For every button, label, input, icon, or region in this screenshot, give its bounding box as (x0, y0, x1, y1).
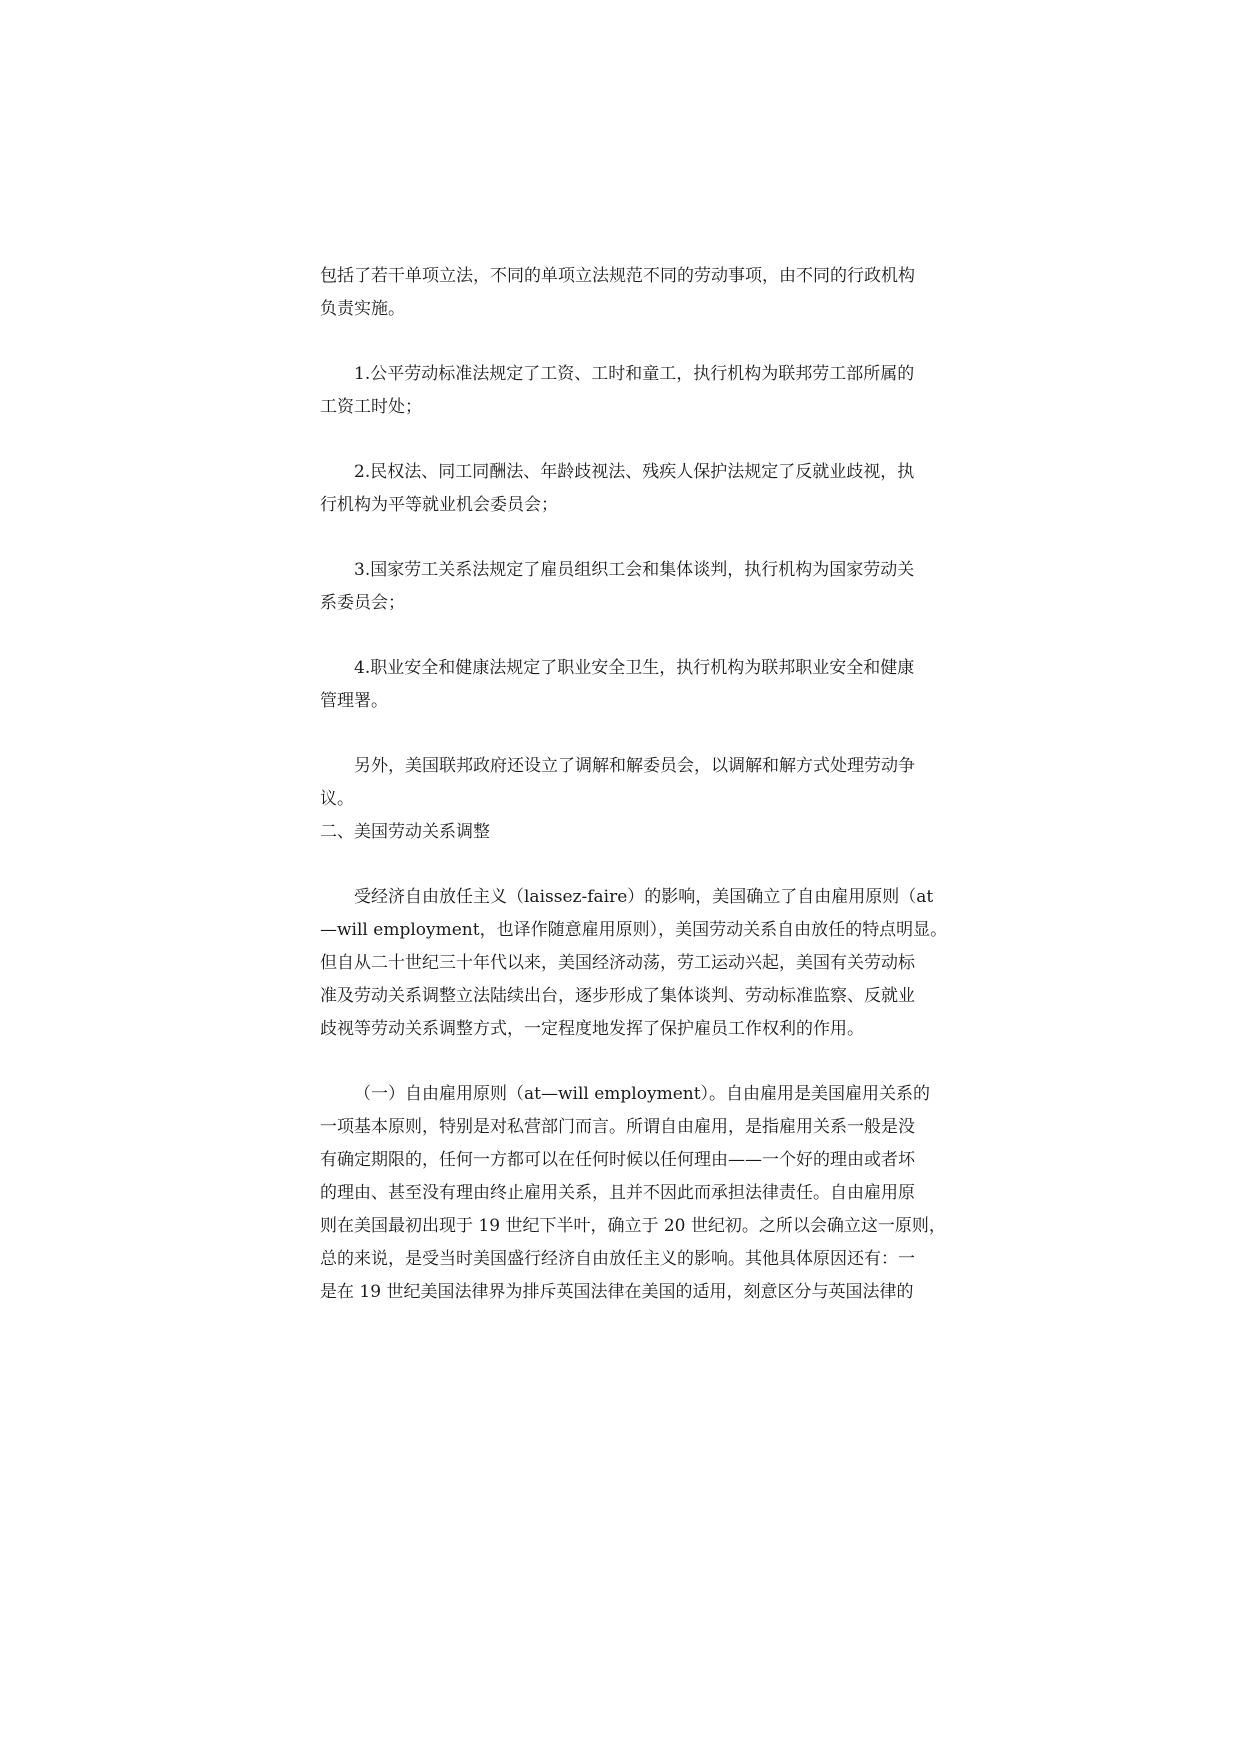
text-line: 议。 (320, 789, 354, 809)
text-line: 有确定期限的，任何一方都可以在任何时候以任何理由——一个好的理由或者坏 (320, 1150, 915, 1170)
text-line: 准及劳动关系调整立法陆续出台，逐步形成了集体谈判、劳动标准监察、反就业 (320, 986, 915, 1006)
text-line: 是在 19 世纪美国法律界为排斥英国法律在美国的适用，刻意区分与英国法律的 (320, 1282, 914, 1302)
text-line: 1.公平劳动标准法规定了工资、工时和童工，执行机构为联邦劳工部所属的 (354, 364, 915, 384)
text-line: 系委员会； (320, 593, 405, 613)
text-line: 管理署。 (320, 691, 388, 711)
text-line: 的理由、甚至没有理由终止雇用关系，且并不因此而承担法律责任。自由雇用原 (320, 1183, 915, 1203)
paragraph-gap (320, 718, 928, 750)
text-line: 则在美国最初出现于 19 世纪下半叶，确立于 20 世纪初。之所以会确立这一原则， (320, 1216, 946, 1236)
text-line: （一）自由雇用原则（at—will employment）。自由雇用是美国雇用关系的 (354, 1084, 931, 1104)
text-line: 但自从二十世纪三十年代以来，美国经济动荡，劳工运动兴起，美国有关劳动标 (320, 953, 915, 973)
text-line: 负责实施。 (320, 299, 405, 319)
paragraph-gap (320, 849, 928, 881)
text-line: 2.民权法、同工同酬法、年龄歧视法、残疾人保护法规定了反就业歧视，执 (354, 462, 915, 482)
paragraph-gap (320, 326, 928, 358)
list-item-3 (320, 554, 928, 620)
text-line: 4.职业安全和健康法规定了职业安全卫生，执行机构为联邦职业安全和健康 (354, 658, 915, 678)
text-line: 工资工时处； (320, 397, 422, 417)
document-body (320, 260, 948, 1309)
text-line: 行机构为平等就业机会委员会； (320, 495, 558, 515)
list-item-2 (320, 456, 928, 522)
body-paragraph-2 (320, 1078, 946, 1309)
section-heading: 二、美国劳动关系调整 (320, 822, 490, 842)
text-line: —will employment，也译作随意雇用原则），美国劳动关系自由放任的特点明显。 (320, 920, 948, 940)
text-line: 包括了若干单项立法，不同的单项立法规范不同的劳动事项，由不同的行政机构 (320, 266, 915, 286)
paragraph-gap (320, 620, 928, 652)
list-item-4 (320, 652, 928, 718)
paragraph-gap (320, 1046, 928, 1078)
text-line: 3.国家劳工关系法规定了雇员组织工会和集体谈判，执行机构为国家劳动关 (354, 560, 915, 580)
body-paragraph-1 (320, 881, 948, 1046)
text-line: 歧视等劳动关系调整方式，一定程度地发挥了保护雇员工作权利的作用。 (320, 1019, 864, 1039)
intro-paragraph (320, 260, 928, 326)
paragraph-gap (320, 424, 928, 456)
text-line: 另外，美国联邦政府还设立了调解和解委员会，以调解和解方式处理劳动争 (354, 756, 915, 776)
text-line: 总的来说，是受当时美国盛行经济自由放任主义的影响。其他具体原因还有：一 (320, 1249, 915, 1269)
list-item-1 (320, 358, 928, 424)
text-line: 受经济自由放任主义（laissez-faire）的影响，美国确立了自由雇用原则（at (354, 887, 934, 907)
paragraph-gap (320, 522, 928, 554)
mediation-paragraph (320, 750, 928, 816)
text-line: 一项基本原则，特别是对私营部门而言。所谓自由雇用，是指雇用关系一般是没 (320, 1117, 915, 1137)
